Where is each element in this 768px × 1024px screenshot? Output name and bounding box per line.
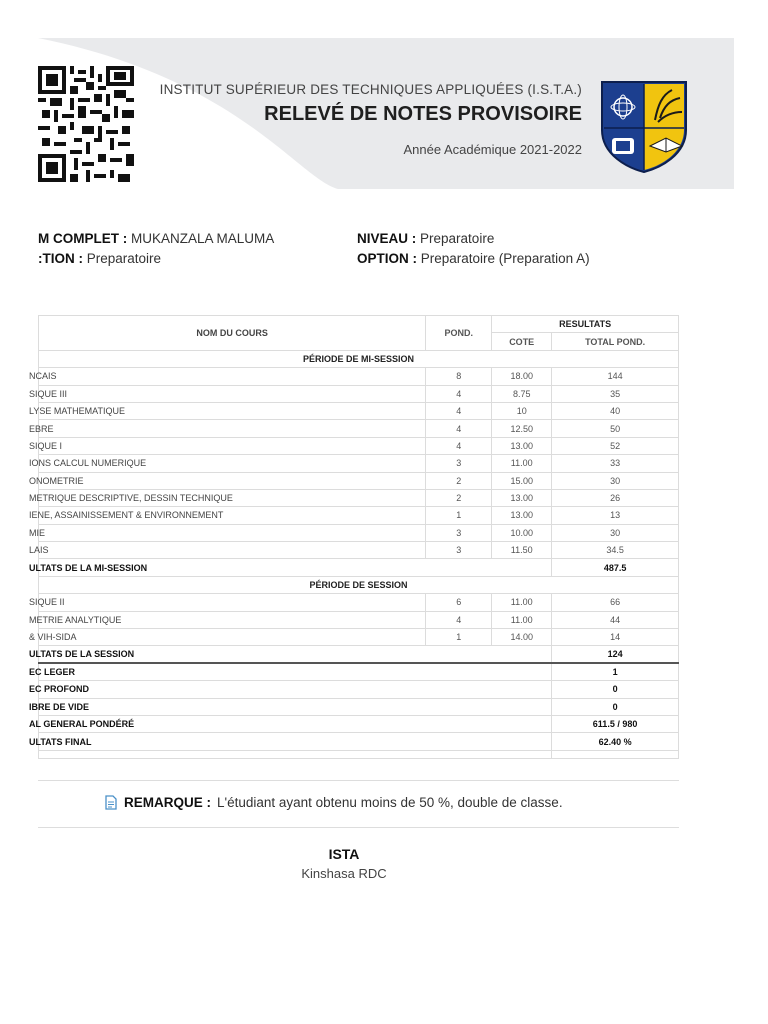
course-pond: 2 <box>426 489 492 506</box>
result-value: 124 <box>552 646 679 663</box>
table-row <box>39 594 679 611</box>
summary-row <box>39 698 679 715</box>
header-pond: POND. <box>426 316 492 351</box>
course-total: 30 <box>552 524 679 541</box>
course-name: IENE, ASSAINISSEMENT & ENVIRONNEMENT <box>39 507 426 524</box>
option-value: Preparatoire (Preparation A) <box>420 251 590 266</box>
course-name: METRIE ANALYTIQUE <box>39 611 426 628</box>
course-name: METRIQUE DESCRIPTIVE, DESSIN TECHNIQUE <box>39 489 426 506</box>
summary-label: EC PROFOND <box>39 681 552 698</box>
period-title-mi-session: PÉRIODE DE MI-SESSION <box>39 350 679 367</box>
summary-row <box>39 663 679 680</box>
course-cote: 11.00 <box>492 594 552 611</box>
result-session <box>39 646 679 663</box>
course-total: 30 <box>552 472 679 489</box>
course-pond: 1 <box>426 507 492 524</box>
course-pond: 3 <box>426 455 492 472</box>
grades-table <box>29 315 679 759</box>
summary-label: ULTATS FINAL <box>39 733 552 750</box>
course-total: 35 <box>552 385 679 402</box>
academic-year: Année Académique 2021-2022 <box>403 142 582 157</box>
footer-city: Kinshasa RDC <box>301 866 387 881</box>
course-cote: 18.00 <box>492 368 552 385</box>
course-name: ONOMETRIE <box>39 472 426 489</box>
course-pond: 4 <box>426 611 492 628</box>
summary-value: 0 <box>552 698 679 715</box>
table-row <box>39 629 679 646</box>
table-row <box>39 402 679 419</box>
course-pond: 6 <box>426 594 492 611</box>
result-mi-session <box>39 559 679 576</box>
level-value: Preparatoire <box>420 231 495 246</box>
table-row <box>39 437 679 454</box>
course-name: SIQUE III <box>39 385 426 402</box>
summary-value: 611.5 / 980 <box>552 715 679 732</box>
course-total: 26 <box>552 489 679 506</box>
course-name: SIQUE I <box>39 437 426 454</box>
header-results: RESULTATS <box>492 316 679 333</box>
name-label: M COMPLET : <box>38 231 128 246</box>
course-name: NCAIS <box>39 368 426 385</box>
course-total: 66 <box>552 594 679 611</box>
course-total: 50 <box>552 420 679 437</box>
course-pond: 4 <box>426 437 492 454</box>
period-title-session: PÉRIODE DE SESSION <box>39 576 679 593</box>
document-icon <box>104 795 118 810</box>
result-value: 487.5 <box>552 559 679 576</box>
table-row <box>39 489 679 506</box>
header-cote: COTE <box>492 333 552 350</box>
header-total: TOTAL POND. <box>552 333 679 350</box>
table-row <box>39 472 679 489</box>
course-name: & VIH-SIDA <box>39 629 426 646</box>
qr-code-icon <box>38 66 134 182</box>
course-cote: 8.75 <box>492 385 552 402</box>
summary-row <box>39 733 679 750</box>
result-label: ULTATS DE LA SESSION <box>39 646 552 663</box>
course-total: 13 <box>552 507 679 524</box>
grades-table-wrap <box>29 315 679 759</box>
course-total: 34.5 <box>552 542 679 559</box>
summary-value: 0 <box>552 681 679 698</box>
summary-value: 62.40 % <box>552 733 679 750</box>
remark-label: REMARQUE : <box>124 795 211 810</box>
course-pond: 3 <box>426 524 492 541</box>
section-label: :TION : <box>38 251 83 266</box>
course-cote: 14.00 <box>492 629 552 646</box>
course-pond: 2 <box>426 472 492 489</box>
option-label: OPTION : <box>357 251 417 266</box>
document-title: RELEVÉ DE NOTES PROVISOIRE <box>264 103 582 125</box>
student-info-left <box>38 231 274 271</box>
course-total: 44 <box>552 611 679 628</box>
course-name: LAIS <box>39 542 426 559</box>
course-total: 33 <box>552 455 679 472</box>
table-filler-row <box>39 750 679 758</box>
name-value: MUKANZALA MALUMA <box>131 231 275 246</box>
course-pond: 1 <box>426 629 492 646</box>
course-name: MIE <box>39 524 426 541</box>
summary-label: IBRE DE VIDE <box>39 698 552 715</box>
course-pond: 8 <box>426 368 492 385</box>
summary-row <box>39 681 679 698</box>
header-banner <box>38 38 734 189</box>
summary-row <box>39 715 679 732</box>
course-pond: 4 <box>426 420 492 437</box>
summary-label: EC LEGER <box>39 663 552 680</box>
section-value: Preparatoire <box>86 251 162 266</box>
summary-value: 1 <box>552 663 679 680</box>
course-name: LYSE MATHEMATIQUE <box>39 402 426 419</box>
course-cote: 13.00 <box>492 507 552 524</box>
result-label: ULTATS DE LA MI-SESSION <box>39 559 552 576</box>
footer-org: ISTA <box>328 846 360 862</box>
course-cote: 15.00 <box>492 472 552 489</box>
course-name: EBRE <box>39 420 426 437</box>
summary-label: AL GENERAL PONDÉRÉ <box>39 715 552 732</box>
course-name: SIQUE II <box>39 594 426 611</box>
institution-name: INSTITUT SUPÉRIEUR DES TECHNIQUES APPLIQUÉES (I.S.T.A.) <box>159 82 582 97</box>
course-pond: 4 <box>426 385 492 402</box>
course-total: 144 <box>552 368 679 385</box>
table-row <box>39 524 679 541</box>
course-cote: 10.00 <box>492 524 552 541</box>
course-cote: 11.00 <box>492 455 552 472</box>
course-total: 52 <box>552 437 679 454</box>
table-row <box>39 385 679 402</box>
crest-logo <box>600 80 688 174</box>
table-row <box>39 611 679 628</box>
header-course: NOM DU COURS <box>39 316 426 351</box>
course-name: IONS CALCUL NUMERIQUE <box>39 455 426 472</box>
header-text <box>160 82 582 157</box>
course-total: 14 <box>552 629 679 646</box>
table-row <box>39 542 679 559</box>
remark-text: L'étudiant ayant obtenu moins de 50 %, double de classe. <box>217 795 563 810</box>
student-info-right <box>357 231 590 271</box>
level-label: NIVEAU : <box>357 231 417 246</box>
course-total: 40 <box>552 402 679 419</box>
table-row <box>39 420 679 437</box>
course-cote: 11.50 <box>492 542 552 559</box>
course-cote: 12.50 <box>492 420 552 437</box>
table-row <box>39 507 679 524</box>
course-pond: 4 <box>426 402 492 419</box>
course-cote: 10 <box>492 402 552 419</box>
course-cote: 13.00 <box>492 437 552 454</box>
table-row <box>39 455 679 472</box>
remark <box>104 795 563 810</box>
course-pond: 3 <box>426 542 492 559</box>
course-cote: 11.00 <box>492 611 552 628</box>
remark-divider-bottom <box>38 827 679 828</box>
table-row <box>39 368 679 385</box>
remark-divider-top <box>38 780 679 781</box>
course-cote: 13.00 <box>492 489 552 506</box>
